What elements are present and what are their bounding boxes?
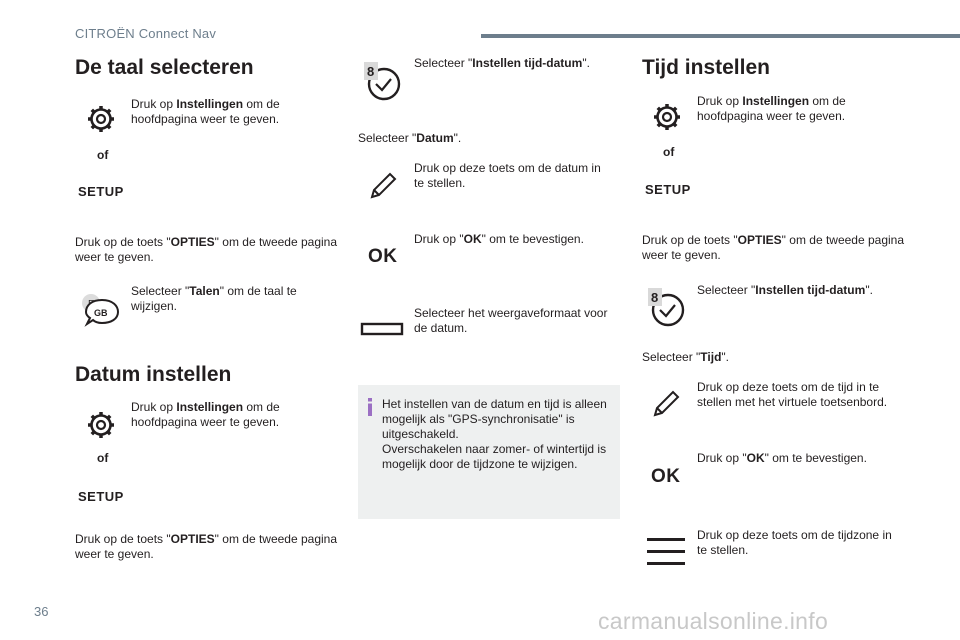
watermark: carmanualsonline.info <box>598 608 829 634</box>
step-select-languages: Selecteer "Talen" om de taal te wijzigen. <box>131 284 297 313</box>
language-flag-icon <box>80 290 120 328</box>
format-selector-icon <box>361 323 403 335</box>
clock-digit: 8 <box>367 64 375 79</box>
step-select-time-date: Selecteer "Instellen tijd-datum". <box>697 283 873 297</box>
ok-button-label: OK <box>368 246 398 267</box>
pencil-edit-icon <box>651 388 681 418</box>
clock-date-time-icon <box>648 288 686 328</box>
lang-letter-gb: GB <box>94 308 108 318</box>
menu-list-icon <box>647 536 685 568</box>
setup-button-label: SETUP <box>78 489 124 504</box>
info-text <box>382 397 610 472</box>
running-header: CITROËN Connect Nav <box>75 26 217 41</box>
section-title-language: De taal selecteren <box>75 56 254 79</box>
info-line-dst: Overschakelen naar zomer- of wintertijd is mogelijk door de tijdzone te wijzigen. <box>382 442 607 471</box>
step-options: Druk op de toets "OPTIES" om de tweede pagina weer te geven. <box>642 233 905 262</box>
or-label: of <box>97 451 109 465</box>
info-line-gps: Het instellen van de datum en tijd is alleen mogelijk als "GPS-synchronisatie" is uitgeschakeld. <box>382 397 607 441</box>
settings-gear-icon <box>86 410 116 440</box>
step-confirm: Druk op "OK" om te bevestigen. <box>414 232 584 246</box>
ok-button-label: OK <box>651 466 681 487</box>
pencil-edit-icon <box>368 170 398 200</box>
step-select-time: Selecteer "Tijd". <box>642 350 730 364</box>
section-title-time: Tijd instellen <box>642 56 770 79</box>
settings-gear-icon <box>652 102 682 132</box>
step-confirm: Druk op "OK" om te bevestigen. <box>697 451 867 465</box>
setup-button-label: SETUP <box>645 182 691 197</box>
step-select-date: Selecteer "Datum". <box>358 131 462 145</box>
step-open-settings: Druk op Instellingen om de hoofdpagina weer te geven. <box>131 97 280 126</box>
or-label: of <box>663 145 675 159</box>
page-number: 36 <box>34 604 49 619</box>
step-set-timezone: Druk op deze toets om de tijdzone in te stellen. <box>697 528 892 557</box>
step-open-settings: Druk op Instellingen om de hoofdpagina weer te geven. <box>131 400 280 429</box>
step-options: Druk op de toets "OPTIES" om de tweede pagina weer te geven. <box>75 235 338 264</box>
step-options: Druk op de toets "OPTIES" om de tweede pagina weer te geven. <box>75 532 338 561</box>
clock-digit: 8 <box>651 290 659 305</box>
or-label: of <box>97 148 109 162</box>
step-edit-time: Druk op deze toets om de tijd in te stellen met het virtuele toetsenbord. <box>697 380 888 409</box>
settings-gear-icon <box>86 104 116 134</box>
step-edit-date: Druk op deze toets om de datum in te stellen. <box>414 161 601 190</box>
clock-date-time-icon <box>364 62 402 102</box>
step-open-settings: Druk op Instellingen om de hoofdpagina weer te geven. <box>697 94 846 123</box>
step-select-time-date: Selecteer "Instellen tijd-datum". <box>414 56 590 70</box>
section-title-date: Datum instellen <box>75 363 232 386</box>
setup-button-label: SETUP <box>78 184 124 199</box>
step-select-format: Selecteer het weergaveformaat voor de datum. <box>414 306 608 335</box>
header-rule <box>481 34 960 38</box>
info-icon <box>366 398 374 416</box>
